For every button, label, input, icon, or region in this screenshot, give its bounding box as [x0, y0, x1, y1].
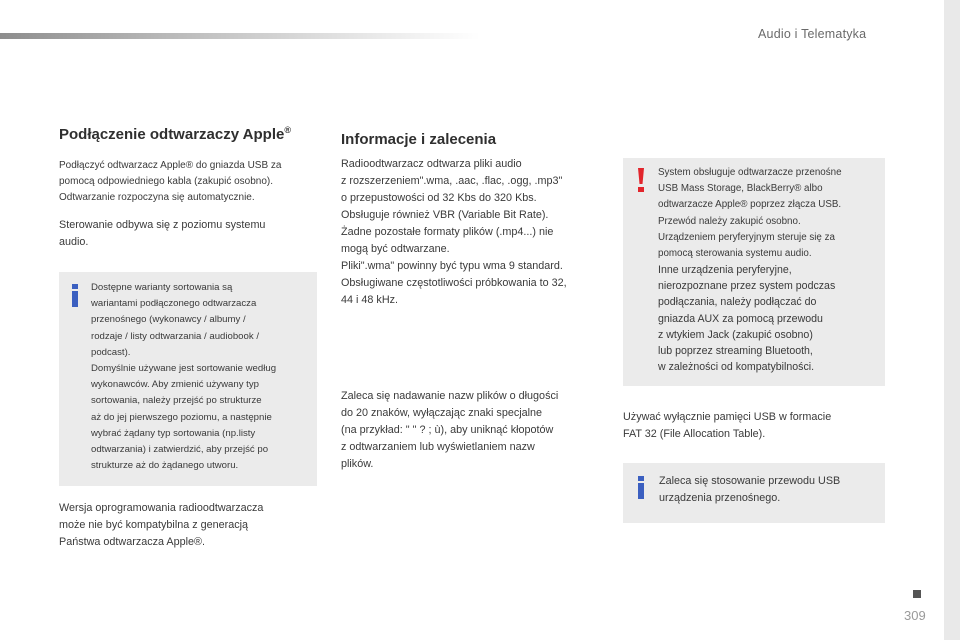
- info-icon: [70, 284, 82, 308]
- usb-cable-info-text: Zaleca się stosowanie przewodu USB urządzenia przenośnego.: [659, 475, 841, 504]
- sorting-info-text: Dostępne warianty sortowania są wariantami podłączonego odtwarzacza przenośnego (wykonawcy / albumy / rodzaje / listy odtwarzania / audiobook / podcast). Domyślnie używane jest sortowanie według wykonawców. Aby zmienić używany typ sortowania, należy przejść po strukturze aż do jej pierwszego poziomu, a następnie wybrać żądany typ sortowania (np.listy odtwarzania) i zatwierdzić, aby przejść po strukturze aż do żądanego utworu.: [91, 282, 277, 472]
- page-number: 309: [904, 608, 926, 623]
- compatibility-warning-text: System obsługuje odtwarzacze przenośne USB Mass Storage, BlackBerry® albo odtwarzacze Apple® poprzez złącza USB. Przewód należy zakupić osobno. Urządzeniem peryferyjnym steruje się za pomocą sterowania systemu audio.: [658, 167, 842, 260]
- formats-paragraph: Radioodtwarzacz odtwarza pliki audio z rozszerzeniem".wma, .aac, .flac, .ogg, .mp3" o przepustowości od 32 Kbs do 320 Kbs. Obsługuje również VBR (Variable Bit Rate). Żadne pozostałe formaty plików (.mp4...) nie mogą być odtwarzane. Pliki".wma" powinny być typu wma 9 standard. Obsługiwane częstotliwości próbkowania to 32, 44 i 48 kHz.: [341, 158, 567, 306]
- compatibility-warning-box: [623, 158, 885, 386]
- warning-icon: [636, 168, 648, 192]
- section-title-apple: Podłączenie odtwarzaczy Apple®: [59, 125, 291, 143]
- sorting-info-box: [59, 272, 317, 486]
- usb-cable-info-box: [623, 463, 885, 523]
- info-icon: [636, 476, 648, 500]
- fat32-paragraph: Używać wyłącznie pamięci USB w formacie FAT 32 (File Allocation Table).: [623, 411, 832, 440]
- page-marker-square: [913, 590, 921, 598]
- aux-warning-text: Inne urządzenia peryferyjne, nierozpoznane przez system podczas podłączania, należy podłączać do gniazda AUX za pomocą przewodu z wtykiem Jack (zakupić osobno) lub poprzez streaming Bluetooth, w zależności od kompatybilności.: [658, 264, 836, 374]
- section-title-info: Informacje i zalecenia: [341, 131, 497, 148]
- header-decorative-bar: [0, 33, 480, 39]
- page-edge-strip: [944, 0, 960, 640]
- apple-connect-paragraph: Podłączyć odtwarzacz Apple® do gniazda USB za pomocą odpowiedniego kabla (zakupić osobno). Odtwarzanie rozpoczyna się automatycznie.: [59, 160, 282, 204]
- control-paragraph: Sterowanie odbywa się z poziomu systemu audio.: [59, 219, 266, 248]
- filenames-paragraph: Zaleca się nadawanie nazw plików o długości do 20 znaków, wyłączając znaki specjalne (na przykład: " " ? ; ù), aby uniknąć kłopotów z odtwarzaniem lub wyświetlaniem nazw plików.: [341, 390, 559, 470]
- chapter-title: Audio i Telematyka: [758, 27, 867, 41]
- software-version-paragraph: Wersja oprogramowania radioodtwarzacza może nie być kompatybilna z generacją Państwa odtwarzacza Apple®.: [59, 502, 264, 548]
